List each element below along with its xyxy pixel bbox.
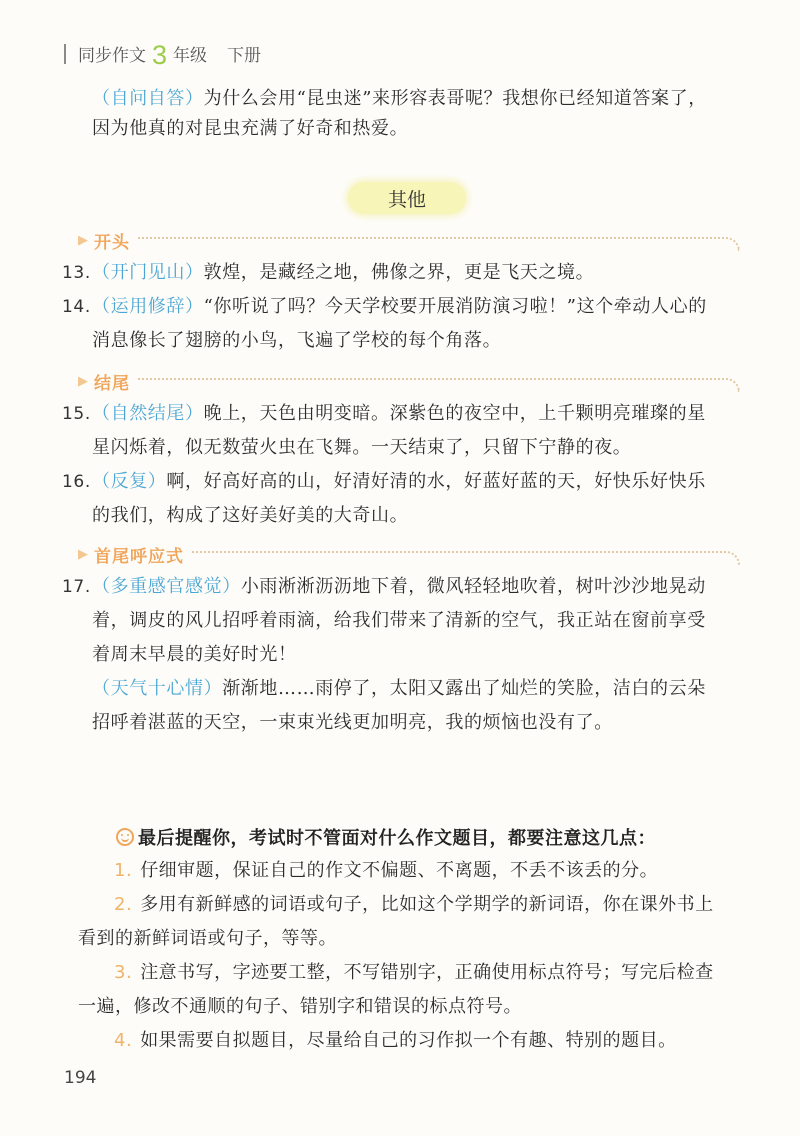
triangle-icon: ▶ [78, 546, 88, 562]
dotted-divider [138, 237, 740, 251]
item-tag: （运用修辞） [92, 296, 204, 317]
example-item-14 [62, 290, 744, 358]
item-text: 小雨淅淅沥沥地下着，微风轻轻地吹着，树叶沙沙地晃动 [240, 576, 706, 597]
intro-paragraph [92, 84, 742, 144]
tip-4 [78, 1024, 750, 1058]
example-item-17 [62, 570, 744, 740]
item-text: 敦煌，是藏经之地，佛像之界，更是飞天之境。 [203, 262, 595, 283]
tip-text: 如果需要自拟题目，尽量给自己的习作拟一个有趣、特别的题目。 [140, 1030, 677, 1051]
item-text-cont: 招呼着湛蓝的天空，一束束光线更加明亮，我的烦恼也没有了。 [92, 712, 613, 733]
tip-text-cont: 看到的新鲜词语或句子，等等。 [78, 928, 337, 949]
tip-text: 多用有新鲜感的词语或句子，比如这个学期学的新词语，你在课外书上 [140, 894, 714, 915]
item-text-cont: 星闪烁着，似无数萤火虫在飞舞。一天结束了，只留下宁静的夜。 [92, 437, 632, 458]
item-text: 晚上，天色由明变暗。深紫色的夜空中，上千颗明亮璀璨的星 [203, 403, 706, 424]
example-item-13 [62, 256, 744, 290]
tip-text: 仔细审题，保证自己的作文不偏题、不离题，不丢不该丢的分。 [140, 860, 659, 881]
tips-title [116, 824, 656, 850]
tips-title-text: 最后提醒你，考试时不管面对什么作文题目，都要注意这几点： [138, 828, 656, 849]
section-title: 结尾 [94, 373, 130, 394]
section-opening-heading [78, 228, 740, 252]
tip-number: 3. [114, 962, 133, 983]
item-text-cont: 消息像长了翅膀的小鸟，飞遍了学校的每个角落。 [92, 330, 502, 351]
item-number: 16. [62, 472, 91, 492]
tip-1 [78, 854, 750, 888]
section-echo-heading [78, 542, 740, 566]
tip-2 [78, 888, 750, 956]
intro-line-1: 为什么会用“昆虫迷”来形容表哥呢？我想你已经知道答案了， [203, 88, 707, 109]
example-item-16 [62, 465, 744, 533]
item-text-cont: 着周末早晨的美好时光！ [92, 644, 297, 665]
header-grade-number: 3 [152, 40, 168, 70]
section-title: 首尾呼应式 [94, 546, 184, 567]
tip-text: 注意书写，字迹要工整，不写错别字，正确使用标点符号；写完后检查 [140, 962, 714, 983]
item-text: “你听说了吗？今天学校要开展消防演习啦！”这个牵动人心的 [203, 296, 707, 317]
section-title: 开头 [94, 232, 130, 253]
header-volume: 下册 [227, 46, 262, 66]
tip-3 [78, 956, 750, 1024]
triangle-icon: ▶ [78, 232, 88, 248]
item-tag: （反复） [92, 471, 167, 492]
item-number: 17. [62, 577, 91, 597]
item-number: 13. [62, 263, 91, 283]
intro-line-2: 因为他真的对昆虫充满了好奇和热爱。 [92, 118, 409, 139]
header-divider [64, 44, 66, 64]
dotted-divider [192, 551, 740, 565]
item-tag: （天气十心情） [92, 678, 223, 699]
section-pill-other: 其他 [348, 182, 466, 214]
item-text: 啊，好高好高的山，好清好清的水，好蓝好蓝的天，好快乐好快乐 [166, 471, 706, 492]
item-tag: （开门见山） [92, 262, 204, 283]
item-number: 14. [62, 297, 91, 317]
item-text-cont: 着，调皮的风儿招呼着雨滴，给我们带来了清新的空气，我正站在窗前享受 [92, 610, 706, 631]
item-tag: （自然结尾） [92, 403, 204, 424]
example-item-15 [62, 397, 744, 465]
tip-number: 2. [114, 894, 133, 915]
tip-number: 1. [114, 860, 133, 881]
header-book-title: 同步作文 [78, 46, 146, 66]
header-grade-label: 年级 [173, 46, 208, 66]
tip-number: 4. [114, 1030, 133, 1051]
tip-text-cont: 一遍，修改不通顺的句子、错别字和错误的标点符号。 [78, 996, 522, 1017]
item-text: 渐渐地……雨停了，太阳又露出了灿烂的笑脸，洁白的云朵 [222, 678, 706, 699]
smiley-icon [116, 828, 134, 846]
intro-tag: （自问自答） [92, 88, 204, 109]
triangle-icon: ▶ [78, 373, 88, 389]
dotted-divider [138, 378, 740, 392]
item-number: 15. [62, 404, 91, 424]
item-text-cont: 的我们，构成了这好美好美的大奇山。 [92, 505, 409, 526]
item-tag: （多重感官感觉） [92, 576, 241, 597]
section-ending-heading [78, 369, 740, 393]
page-number: 194 [64, 1068, 97, 1088]
running-header [64, 40, 261, 68]
